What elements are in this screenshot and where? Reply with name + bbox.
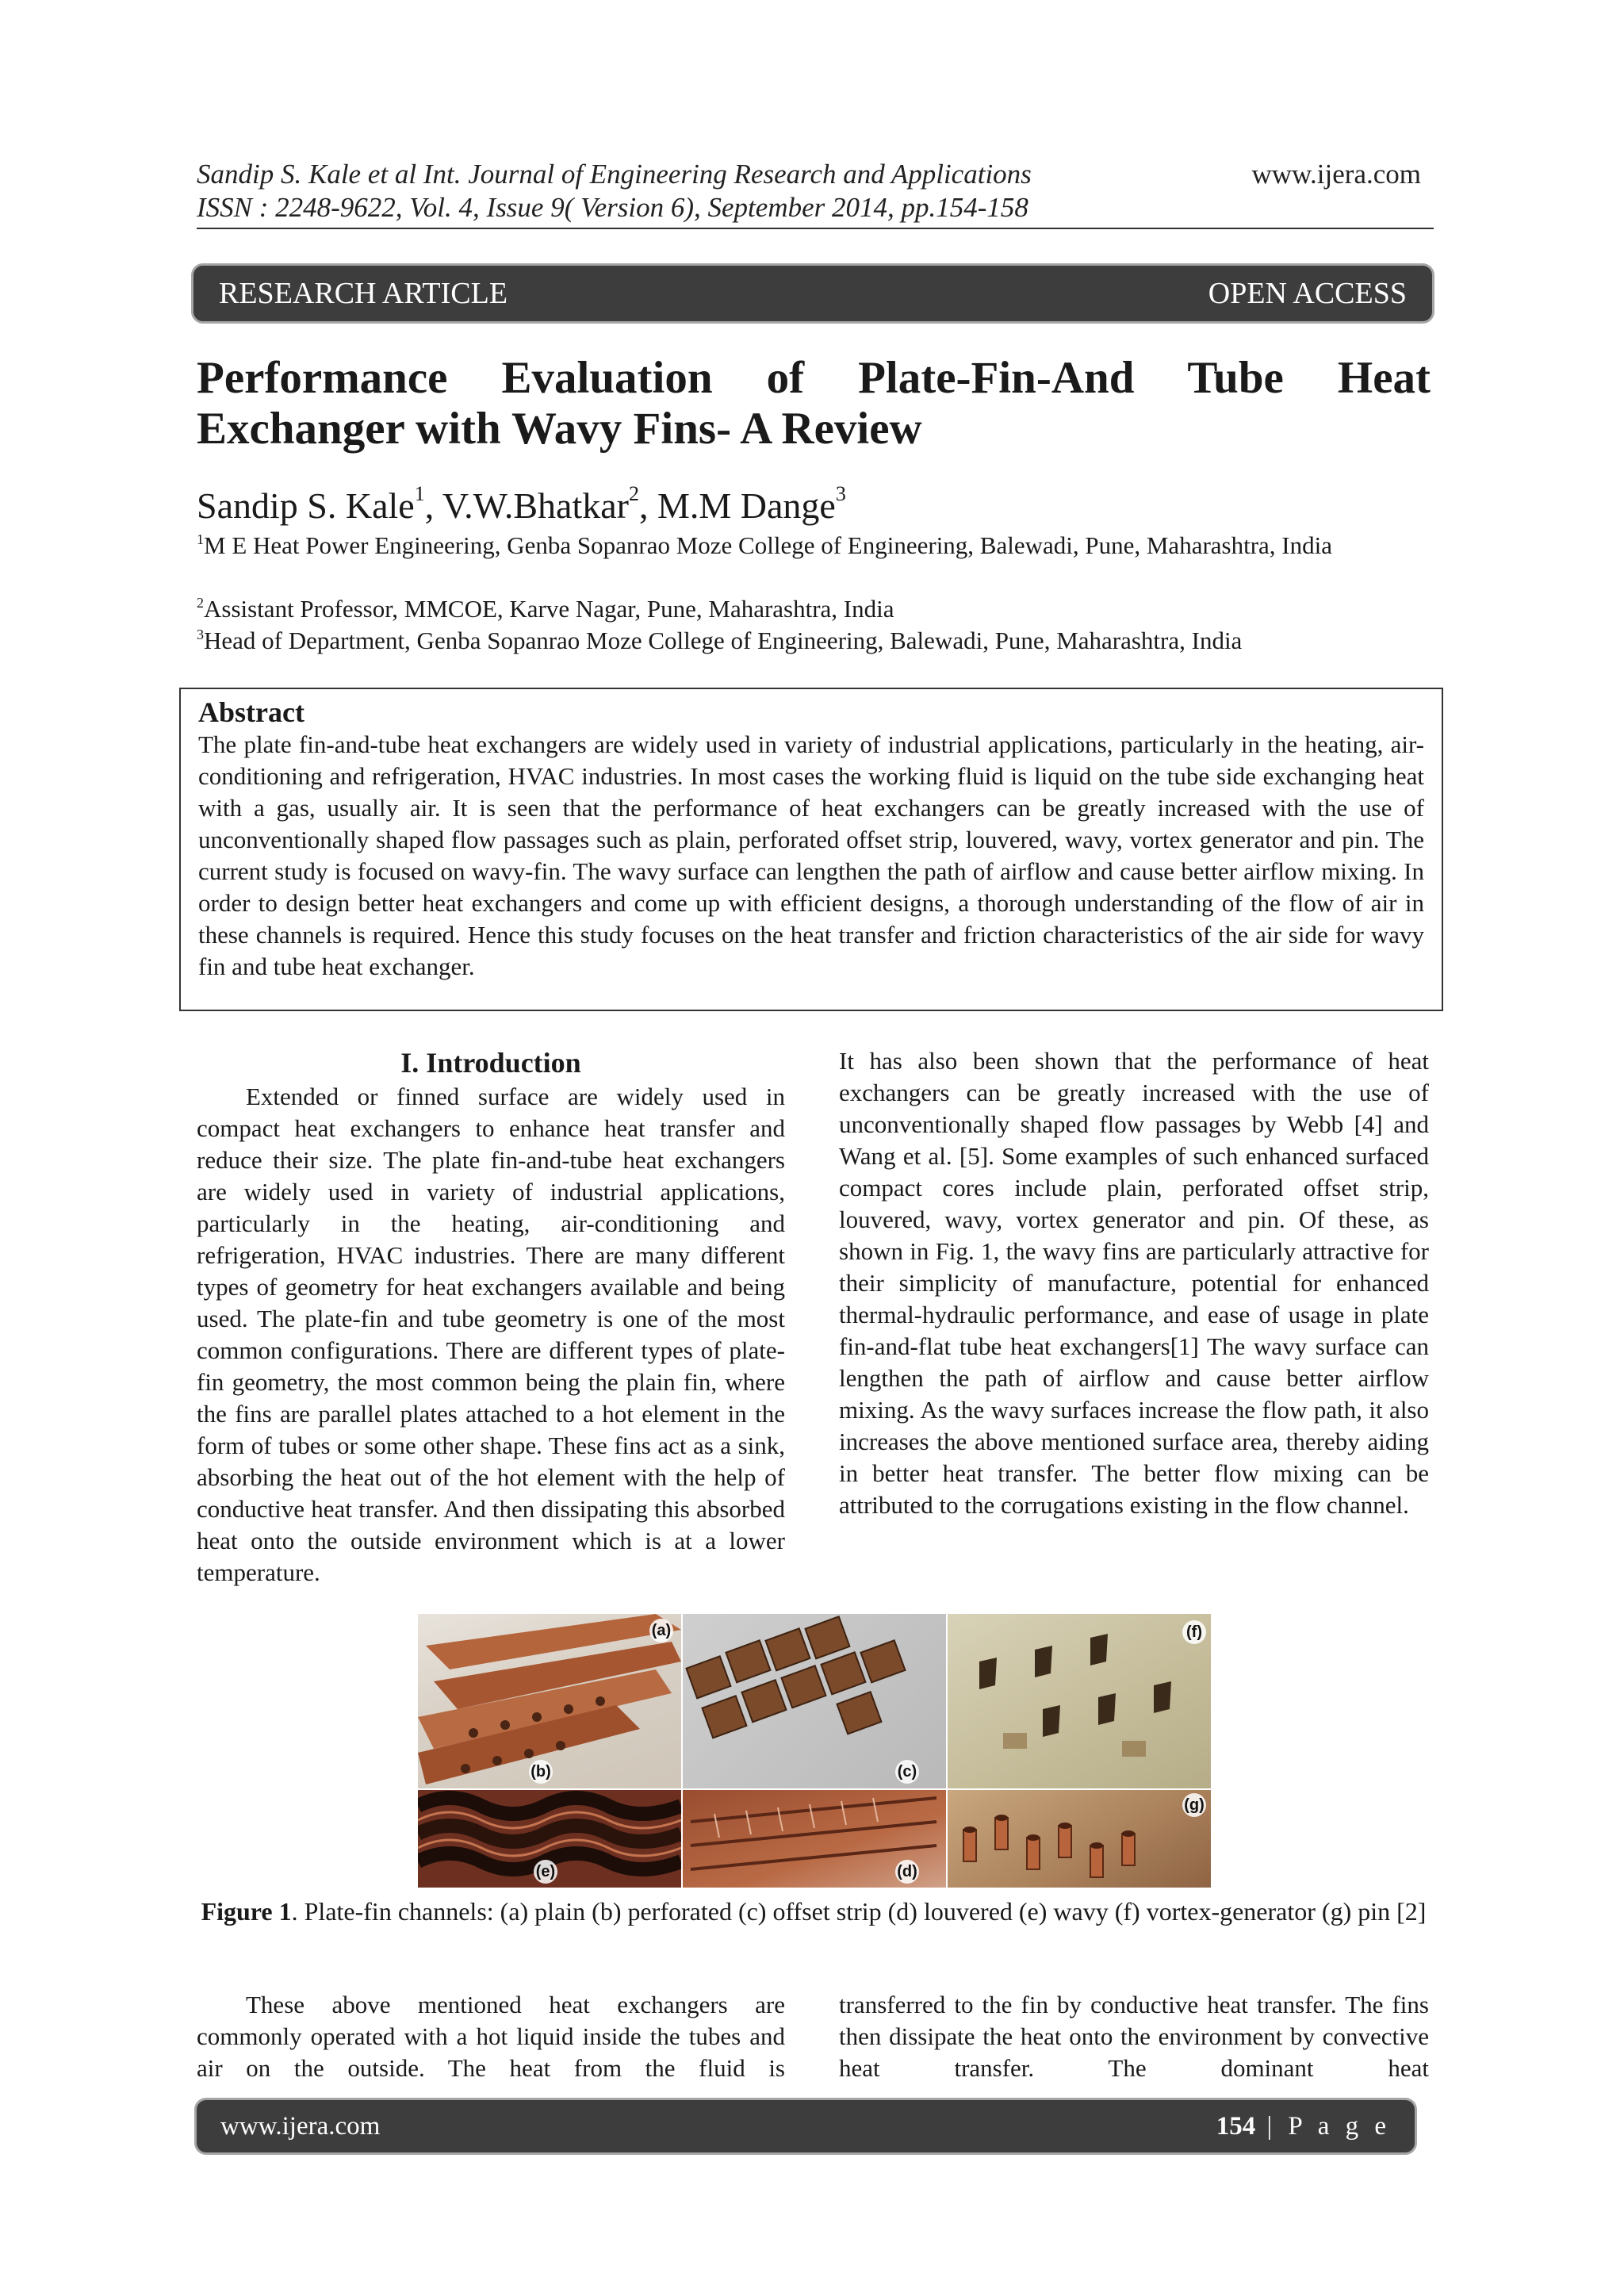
footer-url-link[interactable]: www.ijera.com	[220, 2111, 381, 2141]
vortex-generator-image	[948, 1614, 1211, 1788]
author-affil-mark: 3	[835, 482, 846, 505]
running-header-url[interactable]: www.ijera.com	[1251, 159, 1421, 190]
paper-title: Performance Evaluation of Plate-Fin-And Tube Heat Exchanger with Wavy Fins- A Review	[197, 353, 1431, 454]
running-header-issn: ISSN : 2248-9622, Vol. 4, Issue 9( Version 6), September 2014, pp.154-158	[197, 192, 1028, 223]
intro-right-paragraph: It has also been shown that the performance of heat exchangers can be greatly increased with the use of unconventionally shaped flow passages by Webb [4] and Wang et al. [5]. Some examples of such enhanced surfaced compact cores include plain, perforated offset strip, louvered, wavy, vortex generator and pin. Of these, as shown in Fig. 1, the wavy fins are particularly attractive for their simplicity of manufacture, potential for enhanced thermal-hydraulic performance, and ease of usage in plate fin-and-flat tube heat exchangers[1] The wavy surface can lengthen the path of airflow and cause better airflow mixing. As the wavy surfaces increase the flow path, it also increases the above mentioned surface area, thereby aiding in better heat transfer. The better flow mixing can be attributed to the corrugations existing in the flow channel.	[839, 1047, 1429, 1519]
open-access-label: OPEN ACCESS	[1208, 277, 1407, 310]
author-name: M.M Dange	[657, 485, 836, 526]
abstract-text: The plate fin-and-tube heat exchangers are widely used in variety of industrial applications, particularly in the heating, air-conditioning and refrigeration, HVAC industries. In most cases the working fluid is liquid on the tube side exchanging heat with a gas, usually air. It is seen that the performance of heat exchangers can be greatly increased with the use of unconventionally shaped flow passages such as plain, perforated offset strip, louvered, wavy, vortex generator and pin. The current study is focused on wavy-fin. The wavy surface can lengthen the path of airflow and cause better airflow mixing. In order to design better heat exchangers and come up with efficient designs, a thorough understanding of the flow of air in these channels is required. Hence this study focuses on the heat transfer and friction characteristics of the air side for wavy fin and tube heat exchanger.	[198, 730, 1424, 980]
article-type-banner	[193, 266, 1432, 321]
panel-label-b: (b)	[529, 1760, 553, 1784]
intro-left-paragraph: Extended or finned surface are widely used in compact heat exchangers to enhance heat transfer and reduce their size. The plate fin-and-tube heat exchangers are widely used in variety of industrial applications, particularly in the heating, air-conditioning and refrigeration, HVAC industries. There are many different types of geometry for heat exchangers available and being used. The plate-fin and tube geometry is one of the most common configurations. There are different types of plate-fin geometry, the most common being the plain fin, where the fins are parallel plates attached to a hot element in the form of tubes or some other shape. These fins act as a sink, absorbing the heat out of the hot element with the help of conductive heat transfer. And then dissipating this absorbed heat onto the outside environment which is at a lower temperature.	[197, 1083, 785, 1586]
affiliation-3	[197, 625, 1431, 657]
figure-panel-pin	[948, 1790, 1211, 1888]
affiliation-text: Assistant Professor, MMCOE, Karve Nagar, Pune, Maharashtra, India	[204, 595, 894, 623]
section-heading-introduction: I. Introduction	[400, 1047, 581, 1079]
author-affil-mark: 1	[414, 482, 425, 505]
figure-panel-plain-perforated	[418, 1614, 681, 1788]
panel-label-a: (a)	[649, 1619, 673, 1642]
abstract-box	[179, 688, 1443, 1011]
footer-banner	[197, 2100, 1415, 2152]
panel-label-c: (c)	[895, 1760, 919, 1784]
figure-panel-vortex-generator	[948, 1614, 1211, 1788]
copper-channels-image	[418, 1614, 681, 1788]
affiliation-text: Head of Department, Genba Sopanrao Moze College of Engineering, Balewadi, Pune, Maharashtra, India	[204, 627, 1243, 654]
affiliation-mark: 1	[197, 531, 204, 547]
continuation-right-paragraph: transferred to the fin by conductive heat transfer. The fins then dissipate the heat onto the environment by convective heat transfer. The dominant heat	[839, 1991, 1429, 2082]
abstract-heading: Abstract	[198, 696, 304, 728]
figure-panel-offset-strip	[683, 1614, 946, 1788]
author-affil-mark: 2	[628, 482, 639, 505]
panel-label-f: (f)	[1182, 1620, 1206, 1644]
panel-label-d: (d)	[895, 1860, 919, 1884]
research-article-label: RESEARCH ARTICLE	[219, 277, 508, 310]
figure-caption-text: . Plate-fin channels: (a) plain (b) perforated (c) offset strip (d) louvered (e) wavy (f) vortex-generator (g) pin [2]	[291, 1897, 1427, 1926]
affiliation-2	[197, 593, 1431, 625]
affiliation-1	[197, 530, 1431, 562]
author-separator: ,	[638, 485, 657, 526]
figure-panel-wavy	[418, 1790, 681, 1888]
header-divider	[197, 228, 1434, 229]
figure-1-caption	[197, 1895, 1431, 1927]
panel-label-e: (e)	[534, 1860, 557, 1884]
affiliation-text: M E Heat Power Engineering, Genba Sopanrao Moze College of Engineering, Balewadi, Pune, Maharashtra, India	[204, 531, 1332, 559]
panel-label-g: (g)	[1182, 1793, 1206, 1817]
figure-caption-label: Figure 1	[201, 1897, 292, 1926]
page-label: | P a g e	[1255, 2111, 1391, 2141]
author-separator: ,	[424, 485, 442, 526]
author-list	[197, 484, 846, 528]
running-header-citation: Sandip S. Kale et al Int. Journal of Engineering Research and Applications	[197, 159, 1032, 190]
page-number-value: 154	[1216, 2111, 1256, 2141]
affiliation-mark: 3	[197, 627, 204, 642]
page-number	[1216, 2112, 1391, 2141]
figure-panel-louvered	[683, 1790, 946, 1888]
affiliation-mark: 2	[197, 595, 204, 611]
continuation-left-paragraph: These above mentioned heat exchangers are commonly operated with a hot liquid inside the tubes and air on the outside. The heat from the fluid is	[197, 1991, 785, 2082]
author-name: Sandip S. Kale	[197, 485, 415, 526]
figure-1-panel-grid	[418, 1614, 1211, 1888]
pin-fin-image	[948, 1790, 1211, 1888]
author-name: V.W.Bhatkar	[442, 485, 629, 526]
